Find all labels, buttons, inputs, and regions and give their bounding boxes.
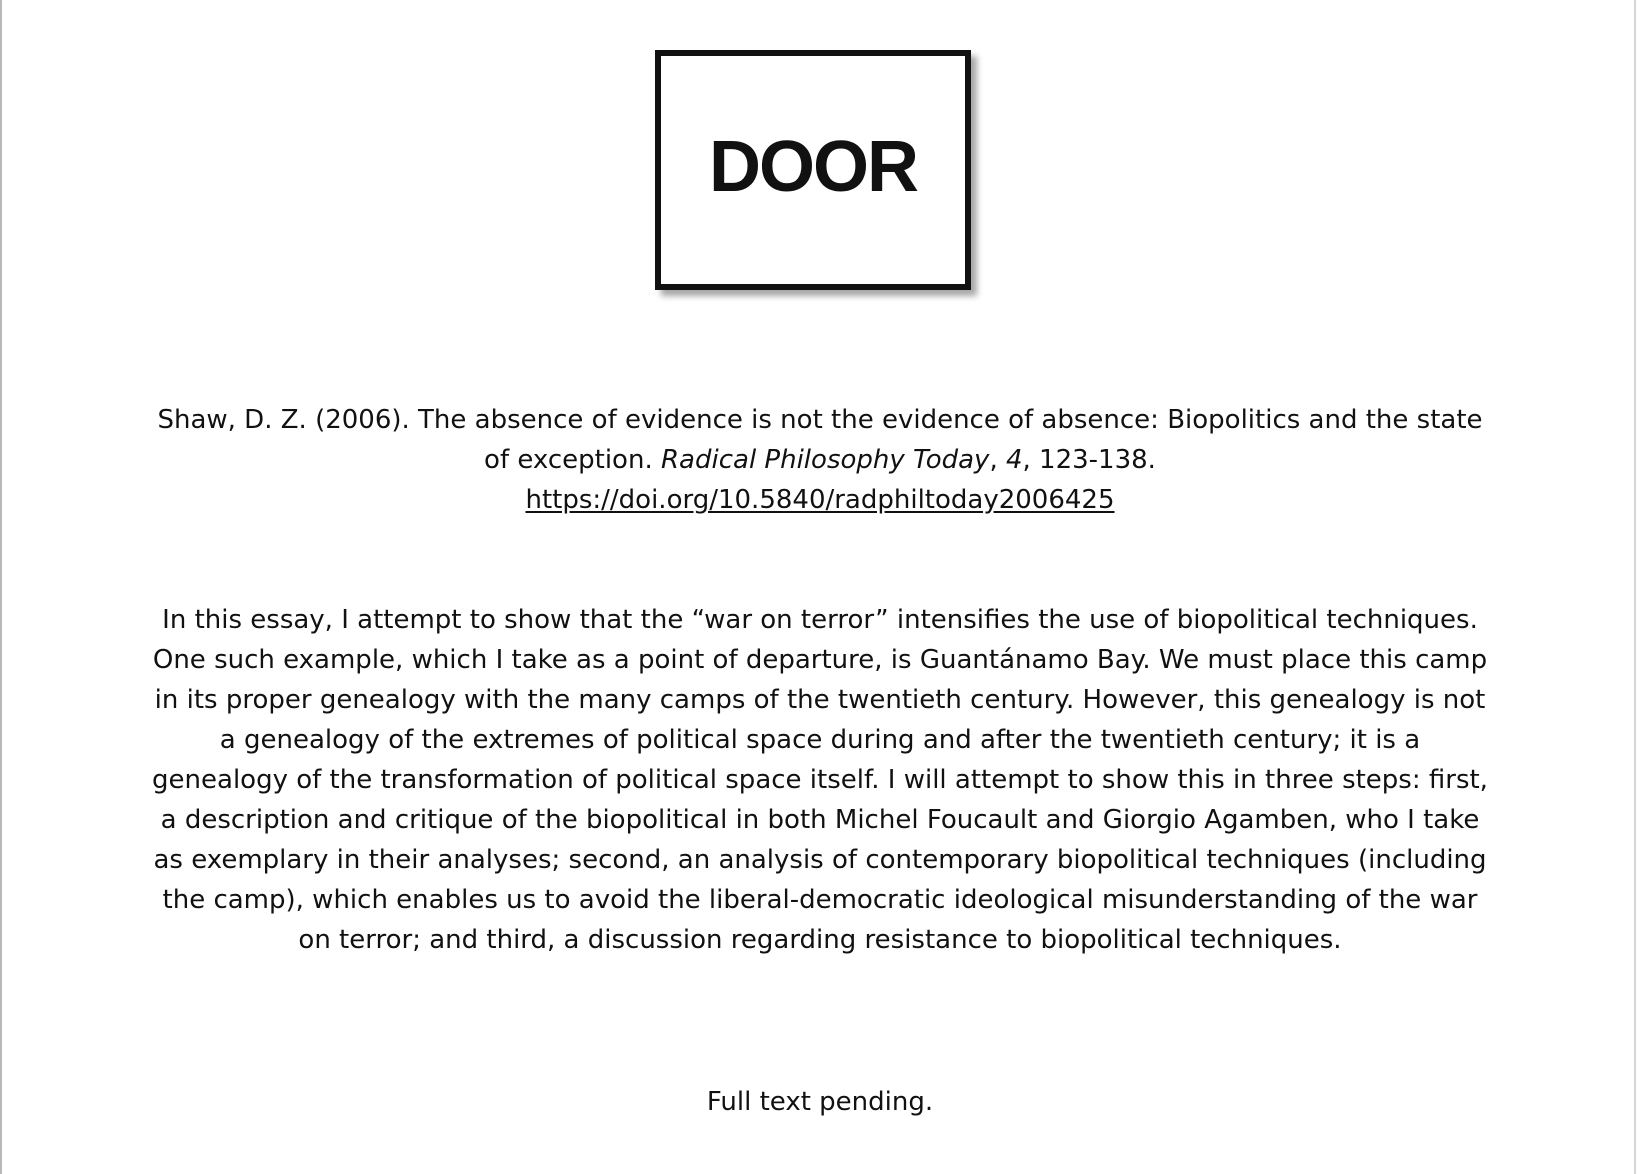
citation-separator: , xyxy=(989,445,1006,475)
citation-block xyxy=(152,400,1488,520)
full-text-status: Full text pending. xyxy=(706,1087,934,1117)
journal-name: Radical Philosophy Today xyxy=(660,445,990,475)
citation-pages: , 123-138. xyxy=(1022,445,1156,475)
abstract-paragraph: In this essay, I attempt to show that the “war on terror” intensifies the use of biopolitical techniques. One such example, which I take as a point of departure, is Guantánamo Bay. We must place this camp in its proper genealogy with the many camps of the twentieth century. However, this genealogy is not a genealogy of the extremes of political space during and after the twentieth century; it is a genealogy of the transformation of political space itself. I will attempt to show this in three steps: first, a description and critique of the biopolitical in both Michel Foucault and Giorgio Agamben, who I take as exemplary in their analyses; second, an analysis of contemporary biopolitical techniques (including the camp), which enables us to avoid the liberal-democratic ideological misunderstanding of the war on terror; and third, a discussion regarding resistance to biopolitical techniques. xyxy=(152,605,1488,955)
journal-volume: 4 xyxy=(1005,445,1023,475)
citation-lead: Shaw, D. Z. (2006). The absence of evidence is not the evidence of absence: Biopolitics and the state of exception. xyxy=(157,405,1483,475)
door-logo xyxy=(655,50,971,290)
doi-link[interactable]: https://doi.org/10.5840/radphiltoday2006425 xyxy=(525,485,1115,515)
logo-text: DOOR xyxy=(709,127,917,207)
